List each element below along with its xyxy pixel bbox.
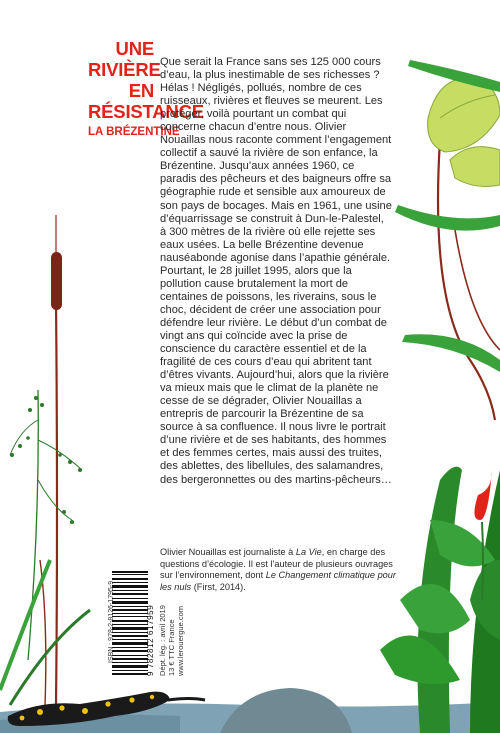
title-line: RÉSISTANCE [88,101,204,122]
author-bio: Olivier Nouaillas est journaliste à La Vie, en charge des questions d’écologie. Il est l’auteur de plusieurs ouvrages sur l’environnement, dont Le Changement climatique pour les nuls (First, 2014). [160,547,396,592]
book-title: Le Changement climatique pour les nuls [160,570,396,592]
cattail-stem [56,300,57,705]
grass-seeds [10,396,82,524]
cattail-head [51,252,62,310]
publisher-info [158,605,185,676]
ean-digits: 9 782812 617959 [146,604,155,676]
barcode-bars [92,569,154,677]
legal-deposit: Dépt. lég. : avril 2019 [158,605,167,676]
stone [220,688,352,733]
title-line: UNE [115,38,154,59]
grass-stem [28,390,38,660]
barcode [92,569,154,677]
back-cover-blurb [160,56,392,487]
red-bud [474,470,492,520]
price: 13 € TTC France [167,619,176,676]
title-line: EN [128,80,154,101]
cover-subtitle: LA BRÉZENTINE [88,126,180,138]
cover-title [88,38,204,140]
magazine-name: La Vie [295,547,322,557]
publisher-website: www.lerouergue.com [176,605,185,676]
title-line: RIVIÈRE [88,59,161,80]
isbn-number: ISBN : 978-2-8126-1795-9 [108,580,115,663]
blurb-text: Que serait la France sans ses 125 000 cours d’eau, la plus inestimable de ses richesses ? Hélas ! Négligés, pollués, nombre de ces ruisseaux, rivières et fleuves se meurent. Les protéger, voilà pourtant un combat qui concerne chacun d’entre nous. Olivier Nouaillas nous raconte comment l’engagement collectif a sauvé la rivière de son enfance, la Brézentine. Jusqu’aux années 1960, ce paradis des pêcheurs et des baigneurs offre sa géographie rude et sensible aux amoureux de son pays de bocages. Mais en 1961, une usine d’équarrissage se construit à Dun-le-Palestel, à 300 mètres de la rivière où elle rejette ses eaux usées. La belle Brézentine devenue nauséabonde agonise dans l’apathie générale. Pourtant, le 28 juillet 1995, alors que la pollution cause brutalement la mort de centaines de poissons, les riverains, sous le choc, décident de créer une association pour défendre leur rivière. Le début d’un combat de vingt ans qui coïncide avec la prise de conscience du caractère essentiel et de la fragilité de ces cours d’eau qui abritent tant d’êtres vivants. Aujourd’hui, alors que la rivière va mieux mais que le climat de la planète ne cesse de se dégrader, Olivier Nouaillas a entrepris de parcourir la Brézentine de sa source à sa confluence. Il nous livre le portrait d’une rivière et de ses habitants, des hommes et des femmes certes, mais aussi des truites, des ablettes, des libellules, des salamandres, des bergeronnettes ou des martins-pêcheurs… [160,56,392,486]
